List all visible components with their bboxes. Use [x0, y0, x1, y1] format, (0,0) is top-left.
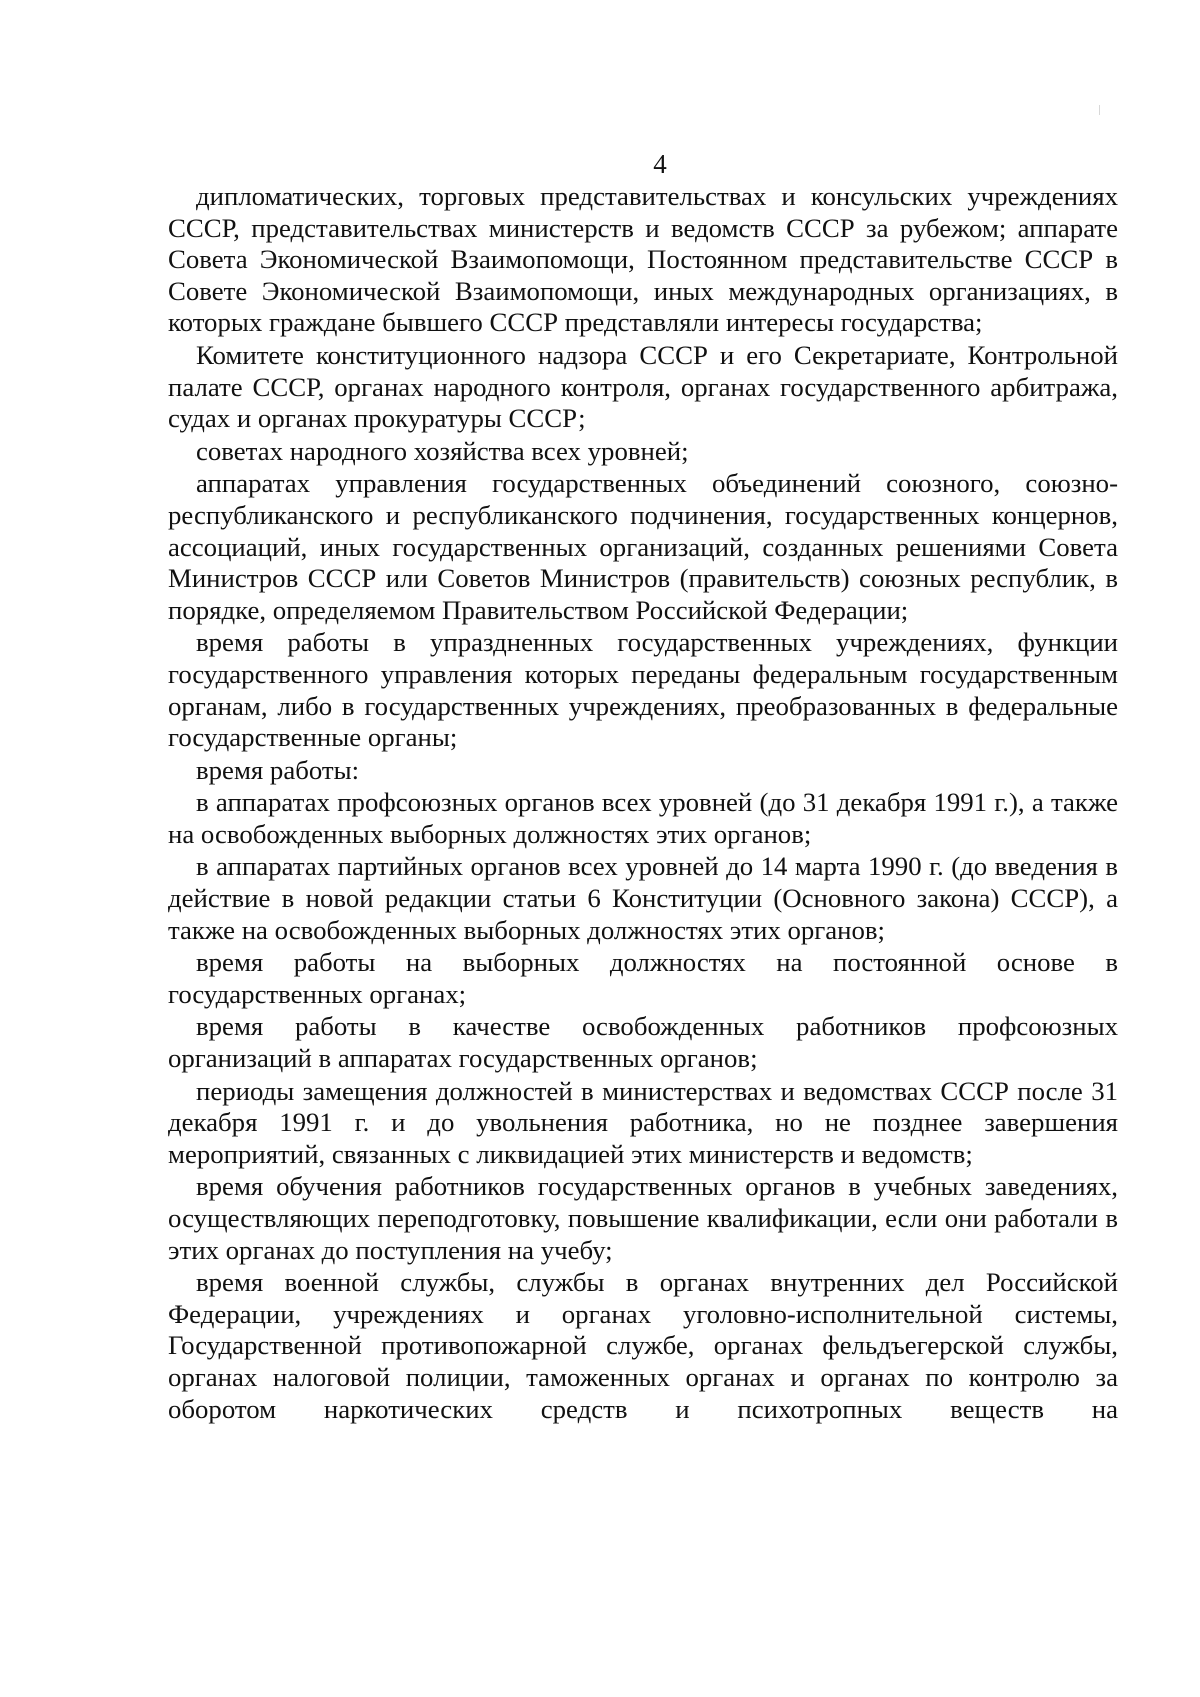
paragraph-continued: дипломатических, торговых представительствах и консульских учреждениях СССР, представительствах министерств и ведомств СССР за рубежом; аппарате Совета Экономической Взаимопомощи, Постоянном представительстве СССР в Совете Экономической Взаимопомощи, иных международных организациях, в которых граждане бывшего СССР представляли интересы государства; [168, 181, 1118, 338]
paragraph: время работы в упраздненных государственных учреждениях, функции государственного управления которых переданы федеральным государственным органам, либо в государственных учреждениях, преобразованных в федеральные государственные органы; [168, 627, 1118, 753]
paragraph: в аппаратах профсоюзных органов всех уровней (до 31 декабря 1991 г.), а также на освобожденных выборных должностях этих органов; [168, 787, 1118, 849]
paragraph: время работы: [196, 754, 360, 785]
paragraph: советах народного хозяйства всех уровней; [196, 435, 689, 466]
scan-mark [1099, 105, 1100, 115]
paragraph: время обучения работников государственных органов в учебных заведениях, осуществляющих переподготовку, повышение квалификации, если они работали в этих органах до поступления на учебу; [168, 1171, 1118, 1265]
page-number: 4 [653, 149, 667, 179]
paragraph: периоды замещения должностей в министерствах и ведомствах СССР после 31 декабря 1991 г. и до увольнения работника, но не позднее завершения мероприятий, связанных с ликвидацией этих министерств и ведомств; [168, 1075, 1118, 1169]
paragraph: в аппаратах партийных органов всех уровней до 14 марта 1990 г. (до введения в действие в новой редакции статьи 6 Конституции (Основного закона) СССР), а также на освобожденных выборных должностях этих органов; [168, 851, 1118, 945]
paragraph-continues-next-page: время военной службы, службы в органах внутренних дел Российской Федерации, учреждениях и органах уголовно-исполнительной системы, Государственной противопожарной службе, органах фельдъегерской службы, органах налоговой полиции, таможенных органах и органах по контролю за оборотом наркотических средств и психотропных веществ на [168, 1267, 1118, 1424]
paragraph: время работы в качестве освобожденных работников профсоюзных организаций в аппаратах государственных органов; [168, 1011, 1118, 1074]
paragraph: Комитете конституционного надзора СССР и его Секретариате, Контрольной палате СССР, органах народного контроля, органах государственного арбитража, судах и органах прокуратуры СССР; [168, 339, 1118, 434]
paragraph: аппаратах управления государственных объединений союзного, союзно-республиканского и республиканского подчинения, государственных концернов, ассоциаций, иных государственных организаций, созданных решениями Совета Министров СССР или Советов Министров (правительств) союзных республик, в порядке, определяемом Правительством Российской Федерации; [168, 468, 1118, 625]
paragraph: время работы на выборных должностях на постоянной основе в государственных органах; [168, 947, 1118, 1009]
document-body [168, 181, 1118, 1426]
